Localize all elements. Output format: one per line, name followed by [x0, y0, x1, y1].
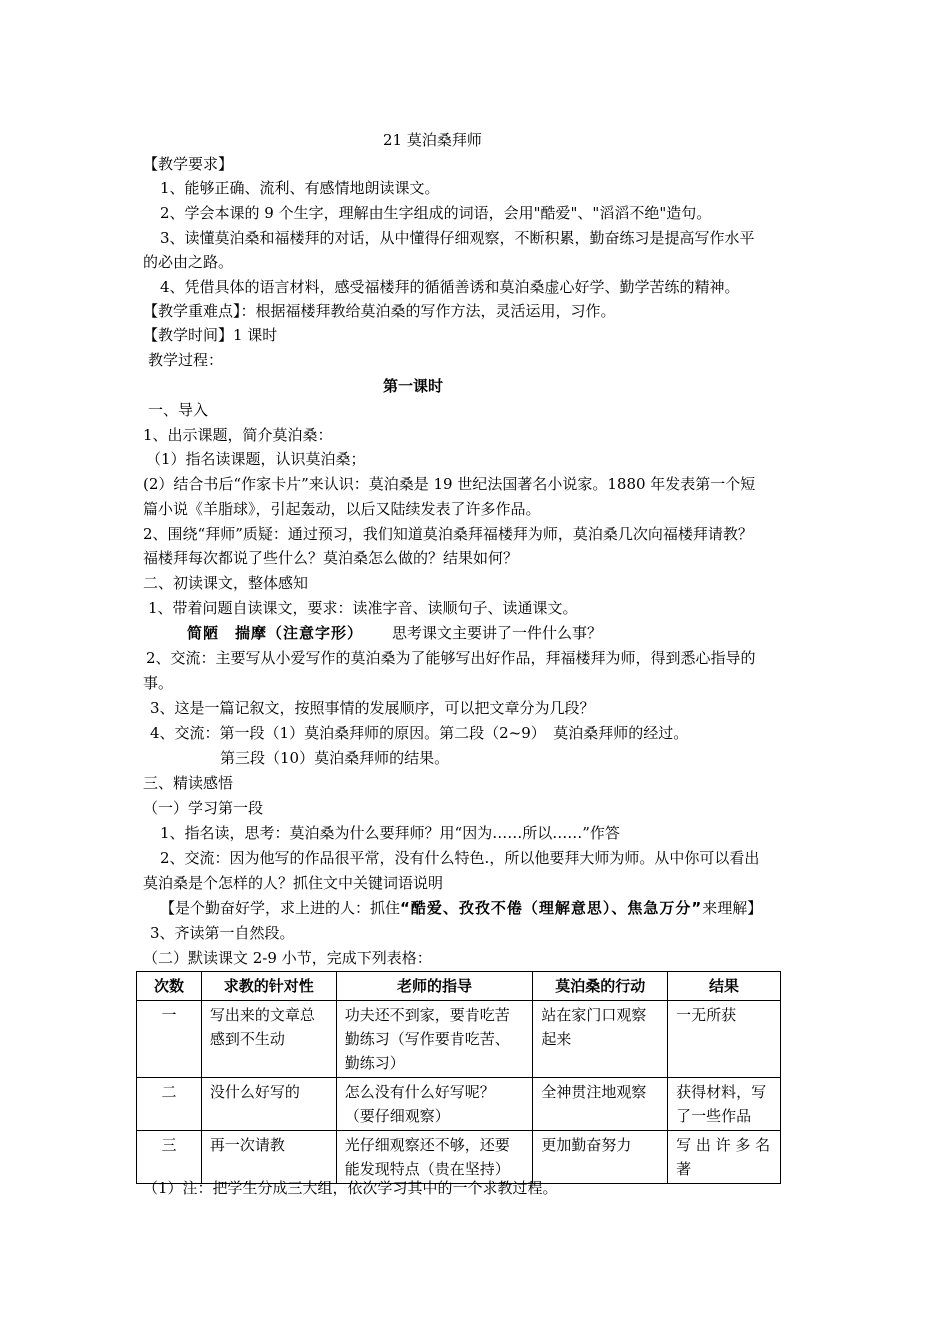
answer-suffix: 来理解】	[702, 899, 763, 917]
table-header-row	[137, 972, 781, 1001]
table-cell: 三	[137, 1131, 202, 1184]
requirements-heading: 【教学要求】	[143, 155, 234, 173]
table-cell: 更加勤奋努力	[533, 1131, 668, 1184]
table-cell: 功夫还不到家，要肯吃苦勤练习（写作要肯吃苦、勤练习）	[336, 1001, 533, 1078]
section-1-heading: 一、导入	[148, 401, 209, 419]
teaching-time: 【教学时间】1 课时	[143, 326, 278, 344]
section-3-part-a: （一）学习第一段	[143, 799, 264, 817]
header-count: 次数	[137, 972, 202, 1001]
section-2-question: 思考课文主要讲了一件什么事？	[392, 624, 603, 642]
table-row	[137, 1078, 781, 1131]
section-1-item-1: 1、出示课题，简介莫泊桑：	[143, 426, 333, 444]
table-row	[137, 1001, 781, 1078]
table-cell: 写 出 许 多 名著	[668, 1131, 781, 1184]
table-cell: 获得材料，写了一些作品	[668, 1078, 781, 1131]
header-focus: 求教的针对性	[201, 972, 336, 1001]
guidance-table	[136, 971, 781, 1184]
section-1-item-2-line2: 福楼拜每次都说了些什么？莫泊桑怎么做的？结果如何？	[143, 549, 519, 567]
requirement-2: 2、学会本课的 9 个生字，理解由生字组成的词语，会用"酷爱"、"滔滔不绝"造句。	[160, 204, 712, 222]
key-points: 【教学重难点】：根据福楼拜教给莫泊桑的写作方法，灵活运用，习作。	[143, 302, 616, 320]
section-2-item-1: 1、带着问题自读课文，要求：读准字音、读顺句子、读通课文。	[148, 599, 578, 617]
table-cell: 全神贯注地观察	[533, 1078, 668, 1131]
section-3-a-item-2-line1: 2、交流：因为他写的作品很平常，没有什么特色.，所以他要拜大师为师。从中你可以看出	[160, 849, 760, 867]
table-cell: 站在家门口观察起来	[533, 1001, 668, 1078]
requirement-3-line2: 的必由之路。	[143, 253, 234, 271]
section-1-item-1a: （1）指名读课题，认识莫泊桑；	[146, 450, 366, 468]
section-2-item-3: 3、这是一篇记叙文，按照事情的发展顺序，可以把文章分为几段？	[150, 699, 595, 717]
section-2-item-4: 4、交流：第一段（1）莫泊桑拜师的原因。第二段（2~9） 莫泊桑拜师的经过。	[150, 724, 689, 742]
table-cell: 一无所获	[668, 1001, 781, 1078]
section-3-a-item-2-answer	[160, 896, 840, 920]
table-cell: 没什么好写的	[201, 1078, 336, 1131]
table-cell: 怎么没有什么好写呢？（要仔细观察）	[336, 1078, 533, 1131]
requirement-1: 1、能够正确、流利、有感情地朗读课文。	[160, 179, 440, 197]
table-note: （1）注：把学生分成三大组，依次学习其中的一个求教过程。	[143, 1179, 558, 1197]
table-cell: 光仔细观察还不够，还要能发现特点（贵在坚持）	[336, 1131, 533, 1184]
table-cell: 二	[137, 1078, 202, 1131]
table-cell: 再一次请教	[201, 1131, 336, 1184]
section-1-item-2-line1: 2、围绕“拜师”质疑：通过预习，我们知道莫泊桑拜福楼拜为师，莫泊桑几次向福楼拜请教？	[143, 525, 753, 543]
section-2-heading: 二、初读课文，整体感知	[143, 574, 309, 592]
section-3-a-item-3: 3、齐读第一自然段。	[150, 924, 295, 942]
section-2-vocabulary: 简陋 揣摩（注意字形）	[187, 624, 364, 642]
answer-prefix: 【是个勤奋好学，求上进的人：抓住	[160, 899, 401, 917]
section-3-a-item-2-line2: 莫泊桑是个怎样的人？抓住文中关键词语说明	[143, 874, 444, 892]
requirement-4: 4、凭借具体的语言材料，感受福楼拜的循循善诱和莫泊桑虚心好学、勤学苦练的精神。	[160, 278, 740, 296]
lesson-heading: 第一课时	[383, 377, 444, 395]
section-3-heading: 三、精读感悟	[143, 774, 234, 792]
header-result: 结果	[668, 972, 781, 1001]
header-action: 莫泊桑的行动	[533, 972, 668, 1001]
header-guidance: 老师的指导	[336, 972, 533, 1001]
section-1-item-1b-line1: (2）结合书后“作家卡片”来认识：莫泊桑是 19 世纪法国著名小说家。1880 年发表第一个短	[143, 475, 756, 493]
answer-keywords: “酷爱、孜孜不倦（理解意思）、焦急万分”	[400, 899, 703, 917]
table-cell: 写出来的文章总感到不生动	[201, 1001, 336, 1078]
section-3-part-b: （二）默读课文 2-9 小节，完成下列表格：	[143, 949, 432, 967]
table-cell: 一	[137, 1001, 202, 1078]
teaching-process-label: 教学过程：	[148, 351, 224, 369]
requirement-3-line1: 3、读懂莫泊桑和福楼拜的对话，从中懂得仔细观察，不断积累，勤奋练习是提高写作水平	[160, 229, 755, 247]
section-2-item-2-line1: 2、交流：主要写从小爱写作的莫泊桑为了能够写出好作品，拜福楼拜为师，得到悉心指导的	[146, 649, 756, 667]
section-2-item-4-cont: 第三段（10）莫泊桑拜师的结果。	[220, 749, 450, 767]
section-1-item-1b-line2: 篇小说《羊脂球》，引起轰动，以后又陆续发表了许多作品。	[143, 500, 541, 518]
section-2-item-2-line2: 事。	[143, 674, 174, 692]
section-3-a-item-1: 1、指名读，思考：莫泊桑为什么要拜师？用“因为……所以……”作答	[160, 824, 620, 842]
document-title: 21 莫泊桑拜师	[383, 131, 482, 149]
